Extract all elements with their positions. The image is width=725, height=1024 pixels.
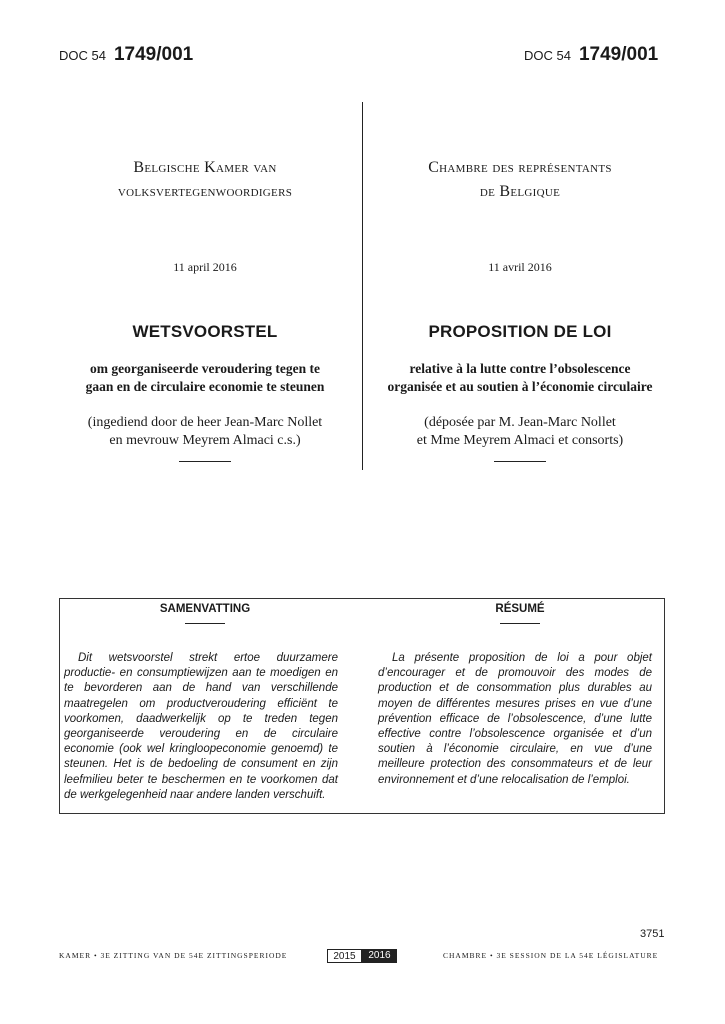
doc-number: 1749/001	[113, 44, 194, 65]
year-end: 2016	[362, 949, 397, 963]
summary-text-nl: Dit wetsvoorstel strekt ertoe duurzamere productie- en consumptiewijzen aan te moedigen en te bevorderen aan de hand van verschillende maatregelen om productveroudering efficiënt te voorkomen, daadwerkelijk op te treden tegen georganiseerde veroudering en de circulaire economie (ook wel kringloopeconomie genoemd) te steunen. Het is de bedoeling de consument en zijn leefmilieu beter te beschermen en te voorkomen dat de werkgelegenheid naar andere landen verschuift.	[64, 652, 338, 801]
subject-fr	[380, 360, 660, 396]
summary-rule-fr	[500, 623, 540, 624]
doc-prefix: DOC 54	[59, 48, 106, 63]
summary-heading-nl: SAMENVATTING	[159, 603, 251, 615]
doc-prefix: DOC 54	[524, 48, 571, 63]
footer-session-nl: KAMER • 3E ZITTING VAN DE 54E ZITTINGSPERIODE	[59, 951, 288, 960]
chamber-name-fr	[380, 156, 660, 204]
subject-line: organisée et au soutien à l’économie circulaire	[387, 379, 653, 394]
authors-line: en mevrouw Meyrem Almaci c.s.)	[109, 433, 301, 448]
date-fr: 11 avril 2016	[488, 260, 552, 274]
subject-line: gaan en de circulaire economie te steunen	[85, 379, 325, 394]
doc-number: 1749/001	[578, 44, 659, 65]
doc-number-left	[59, 44, 193, 66]
doc-number-right	[524, 44, 658, 66]
session-years	[327, 949, 397, 963]
subject-nl	[65, 360, 345, 396]
chamber-line: Belgische Kamer van	[133, 159, 277, 176]
summary-text-fr: La présente proposition de loi a pour objet d’encourager et de promouvoir des modes de production et de consommation plus durables au moyen de différentes mesures prises en vue d’une prévention efficace de l’obsolescence, d’une lutte effective contre l’obsolescence organisée et d’un soutien à l’économie circulaire, en vue d’une meilleure protection des consommateurs et de leur environnement et d’une relocalisation de l’emploi.	[378, 652, 652, 786]
title-nl: WETSVOORSTEL	[132, 322, 278, 341]
summary-heading-fr: RÉSUMÉ	[495, 603, 545, 615]
subject-line: om georganiseerde veroudering tegen te	[90, 361, 320, 376]
authors-line: (déposée par M. Jean-Marc Nollet	[424, 415, 616, 430]
year-start: 2015	[327, 949, 362, 963]
authors-nl	[65, 414, 345, 450]
authors-line: (ingediend door de heer Jean-Marc Nollet	[87, 415, 323, 430]
separator-rule-fr	[494, 461, 546, 462]
subject-line: relative à la lutte contre l’obsolescence	[409, 361, 631, 376]
title-fr: PROPOSITION DE LOI	[428, 322, 612, 341]
column-divider	[362, 102, 363, 470]
authors-fr	[380, 414, 660, 450]
date-nl: 11 april 2016	[173, 260, 237, 274]
chamber-name-nl	[65, 156, 345, 204]
footer-session-fr: CHAMBRE • 3E SESSION DE LA 54E LÉGISLATURE	[443, 951, 659, 960]
summary-rule-nl	[185, 623, 225, 624]
chamber-line: volksvertegenwoordigers	[117, 183, 293, 200]
page-number: 3751	[640, 928, 665, 940]
authors-line: et Mme Meyrem Almaci et consorts)	[416, 433, 624, 448]
chamber-line: Chambre des représentants	[428, 159, 612, 176]
chamber-line: de Belgique	[479, 183, 561, 200]
separator-rule-nl	[179, 461, 231, 462]
